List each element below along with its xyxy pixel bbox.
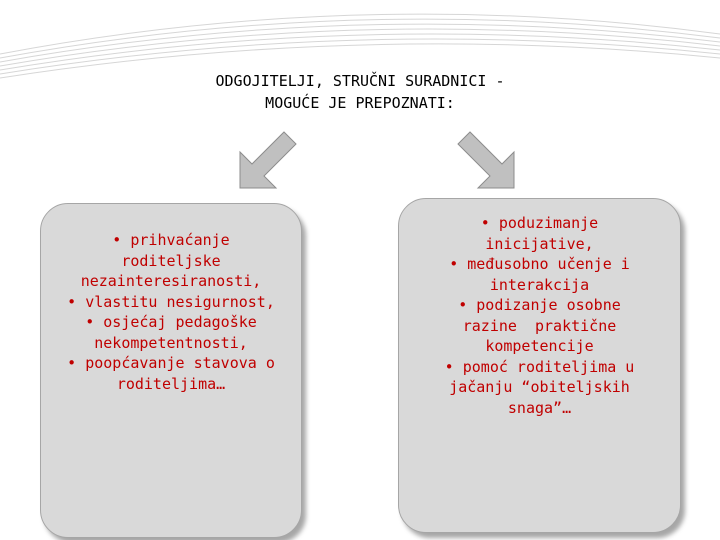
left-line: • poopćavanje stavova o	[67, 354, 275, 372]
right-line: inicijative,	[485, 234, 594, 253]
title-line-1: ODGOJITELJI, STRUČNI SURADNICI -	[215, 72, 505, 90]
left-content-box	[40, 203, 302, 538]
right-content-box	[398, 198, 681, 533]
title-line-2: MOGUĆE JE PREPOZNATI:	[265, 94, 455, 112]
down-right-arrow-icon	[456, 130, 518, 192]
left-line: • vlastitu nesigurnost,	[67, 292, 275, 311]
right-line: • međusobno učenje i	[449, 255, 630, 273]
right-line: snaga”…	[507, 398, 572, 417]
right-line: interakcija	[489, 275, 590, 294]
decorative-top-lines	[0, 0, 720, 80]
right-line: kompetencije	[485, 337, 594, 355]
slide-title	[120, 70, 600, 114]
right-line: jačanju “obiteljskih	[449, 378, 630, 396]
right-line: • pomoć roditeljima u	[444, 357, 635, 376]
left-line: • prihvaćanje	[112, 231, 230, 249]
left-line: roditeljima…	[116, 374, 226, 393]
left-line: nekompetentnosti,	[94, 333, 248, 352]
left-line: • osjećaj pedagoške	[85, 313, 257, 331]
right-line: • poduzimanje	[480, 214, 599, 232]
right-line: razine praktične	[462, 316, 617, 335]
left-line: nezainteresiranosti,	[80, 272, 262, 290]
down-left-arrow-icon	[236, 130, 298, 192]
left-line: roditeljske	[121, 251, 221, 270]
right-line: • podizanje osobne	[458, 296, 621, 314]
